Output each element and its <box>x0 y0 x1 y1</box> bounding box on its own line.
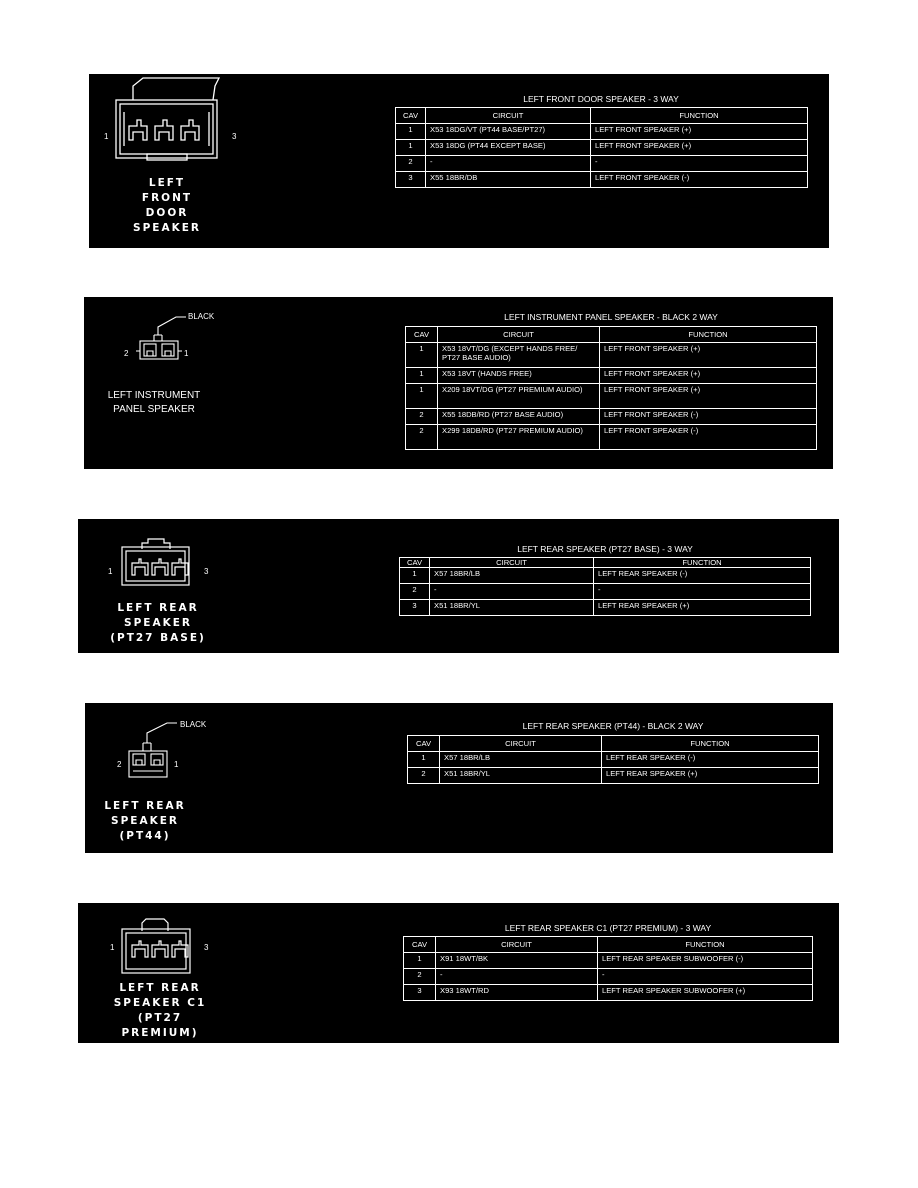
connector-label <box>100 981 220 1041</box>
pin-number-right: 3 <box>204 567 209 576</box>
cell-function: LEFT REAR SPEAKER (-) <box>594 568 811 584</box>
pin-number-left: 2 <box>117 760 122 769</box>
cell-circuit: X53 18DG/VT (PT44 BASE/PT27) <box>426 124 591 140</box>
cell-function: LEFT FRONT SPEAKER (+) <box>591 140 808 156</box>
panel-left-rear-speaker-pt44 <box>85 703 833 853</box>
panel-left-instrument-panel-speaker <box>84 297 833 469</box>
table-row <box>396 140 808 156</box>
table-row <box>406 384 817 409</box>
table-row <box>400 600 811 616</box>
pin-number-left: 1 <box>104 132 109 141</box>
cell-cav: 1 <box>404 953 436 969</box>
connector-label-line: (PT44) <box>119 830 171 842</box>
connector-label-line: FRONT <box>141 192 193 204</box>
cell-cav: 3 <box>400 600 430 616</box>
cell-circuit: X53 18DG (PT44 EXCEPT BASE) <box>426 140 591 156</box>
header-cav: CAV <box>396 108 426 124</box>
connector-label-line: LEFT REAR <box>104 800 186 812</box>
connector-label-line: SPEAKER <box>124 617 192 629</box>
table-row <box>408 768 819 784</box>
pin-number-right: 1 <box>174 760 179 769</box>
panel-left-front-door-speaker <box>89 74 829 248</box>
cell-circuit: X93 18WT/RD <box>436 985 598 1001</box>
connector-label-line: LEFT <box>148 177 186 189</box>
cell-cav: 1 <box>408 752 440 768</box>
table-row <box>396 156 808 172</box>
table-row <box>406 343 817 368</box>
connector-label <box>104 389 204 417</box>
cell-function: LEFT REAR SPEAKER (+) <box>602 768 819 784</box>
cell-cav: 2 <box>406 409 438 425</box>
table-header-row <box>396 108 808 124</box>
cell-circuit: - <box>436 969 598 985</box>
two-way-connector-icon <box>84 297 384 469</box>
cavity-table <box>405 326 817 450</box>
cell-function: LEFT FRONT SPEAKER (+) <box>591 124 808 140</box>
connector-label <box>127 176 207 236</box>
cell-function: LEFT REAR SPEAKER (+) <box>594 600 811 616</box>
cell-function: - <box>594 584 811 600</box>
header-circuit: CIRCUIT <box>438 327 600 343</box>
cell-circuit: - <box>430 584 594 600</box>
table-title: LEFT REAR SPEAKER (PT44) - BLACK 2 WAY <box>522 721 704 731</box>
pin-number-right: 1 <box>184 349 189 358</box>
cell-function: LEFT REAR SPEAKER SUBWOOFER (-) <box>598 953 813 969</box>
table-header-row <box>404 937 813 953</box>
connector-label-line: (PT27 PREMIUM) <box>121 1012 199 1039</box>
header-circuit: CIRCUIT <box>440 736 602 752</box>
cell-cav: 1 <box>406 343 438 368</box>
header-function: FUNCTION <box>600 327 817 343</box>
cell-circuit: X57 18BR/LB <box>430 568 594 584</box>
header-circuit: CIRCUIT <box>426 108 591 124</box>
cell-function: - <box>591 156 808 172</box>
cell-function: LEFT FRONT SPEAKER (+) <box>600 368 817 384</box>
connector-label-line: (PT27 BASE) <box>110 632 206 644</box>
cell-circuit: X209 18VT/DG (PT27 PREMIUM AUDIO) <box>438 384 600 409</box>
panel-left-rear-speaker-pt27-base <box>78 519 839 653</box>
cell-function: LEFT FRONT SPEAKER (-) <box>600 409 817 425</box>
connector-label-line: PANEL SPEAKER <box>113 404 195 415</box>
color-callout: BLACK <box>180 720 207 729</box>
header-function: FUNCTION <box>591 108 808 124</box>
header-circuit: CIRCUIT <box>430 558 594 568</box>
header-function: FUNCTION <box>598 937 813 953</box>
cavity-table <box>403 936 813 1001</box>
cell-cav: 1 <box>396 124 426 140</box>
cavity-table <box>407 735 819 784</box>
connector-label-line: LEFT REAR <box>117 602 199 614</box>
cell-circuit: X51 18BR/YL <box>440 768 602 784</box>
cell-circuit: X51 18BR/YL <box>430 600 594 616</box>
cell-cav: 2 <box>400 584 430 600</box>
cell-cav: 3 <box>404 985 436 1001</box>
cell-cav: 1 <box>406 368 438 384</box>
cell-function: LEFT REAR SPEAKER SUBWOOFER (+) <box>598 985 813 1001</box>
table-row <box>408 752 819 768</box>
cell-function: LEFT FRONT SPEAKER (+) <box>600 343 817 368</box>
table-header-row <box>406 327 817 343</box>
table-header-row <box>408 736 819 752</box>
table-row <box>400 568 811 584</box>
header-circuit: CIRCUIT <box>436 937 598 953</box>
cell-circuit: X91 18WT/BK <box>436 953 598 969</box>
cell-circuit: X53 18VT/DG (EXCEPT HANDS FREE/ PT27 BASE AUDIO) <box>438 343 600 368</box>
table-title: LEFT REAR SPEAKER C1 (PT27 PREMIUM) - 3 WAY <box>504 923 712 933</box>
header-cav: CAV <box>404 937 436 953</box>
header-cav: CAV <box>400 558 430 568</box>
table-title: LEFT REAR SPEAKER (PT27 BASE) - 3 WAY <box>517 544 693 554</box>
cell-function: LEFT FRONT SPEAKER (-) <box>600 425 817 450</box>
header-cav: CAV <box>406 327 438 343</box>
table-header-row <box>400 558 811 568</box>
header-function: FUNCTION <box>602 736 819 752</box>
table-row <box>404 953 813 969</box>
cell-circuit: - <box>426 156 591 172</box>
pin-number-left: 1 <box>110 943 115 952</box>
cell-function: - <box>598 969 813 985</box>
cell-circuit: X55 18BR/DB <box>426 172 591 188</box>
table-row <box>406 409 817 425</box>
pin-number-left: 1 <box>108 567 113 576</box>
cell-function: LEFT FRONT SPEAKER (+) <box>600 384 817 409</box>
table-row <box>396 124 808 140</box>
cell-circuit: X299 18DB/RD (PT27 PREMIUM AUDIO) <box>438 425 600 450</box>
connector-label-line: SPEAKER <box>133 222 201 234</box>
cavity-table <box>395 107 808 188</box>
table-title: LEFT FRONT DOOR SPEAKER - 3 WAY <box>523 94 679 104</box>
connector-label-line: LEFT INSTRUMENT <box>107 390 201 401</box>
connector-label-line: SPEAKER <box>111 815 179 827</box>
panel-left-rear-speaker-c1-pt27-premium <box>78 903 839 1043</box>
table-row <box>406 368 817 384</box>
connector-label <box>99 799 191 844</box>
table-row <box>400 584 811 600</box>
cell-cav: 3 <box>396 172 426 188</box>
cell-cav: 1 <box>406 384 438 409</box>
header-function: FUNCTION <box>594 558 811 568</box>
cell-cav: 2 <box>396 156 426 172</box>
cell-cav: 1 <box>396 140 426 156</box>
cell-cav: 2 <box>404 969 436 985</box>
connector-label-line: LEFT REAR <box>119 982 201 994</box>
color-callout: BLACK <box>188 312 215 321</box>
cell-function: LEFT FRONT SPEAKER (-) <box>591 172 808 188</box>
pin-number-right: 3 <box>204 943 209 952</box>
cell-cav: 2 <box>406 425 438 450</box>
connector-label-line: DOOR <box>145 207 189 219</box>
cell-circuit: X53 18VT (HANDS FREE) <box>438 368 600 384</box>
cavity-table <box>399 557 811 616</box>
header-cav: CAV <box>408 736 440 752</box>
connector-label <box>106 601 210 646</box>
table-title: LEFT INSTRUMENT PANEL SPEAKER - BLACK 2 WAY <box>504 312 718 322</box>
connector-label-line: SPEAKER C1 <box>113 997 207 1009</box>
pin-number-right: 3 <box>232 132 237 141</box>
table-row <box>404 969 813 985</box>
cell-cav: 2 <box>408 768 440 784</box>
table-row <box>396 172 808 188</box>
cell-circuit: X55 18DB/RD (PT27 BASE AUDIO) <box>438 409 600 425</box>
cell-cav: 1 <box>400 568 430 584</box>
table-row <box>406 425 817 450</box>
cell-function: LEFT REAR SPEAKER (-) <box>602 752 819 768</box>
cell-circuit: X57 18BR/LB <box>440 752 602 768</box>
pin-number-left: 2 <box>124 349 129 358</box>
table-row <box>404 985 813 1001</box>
